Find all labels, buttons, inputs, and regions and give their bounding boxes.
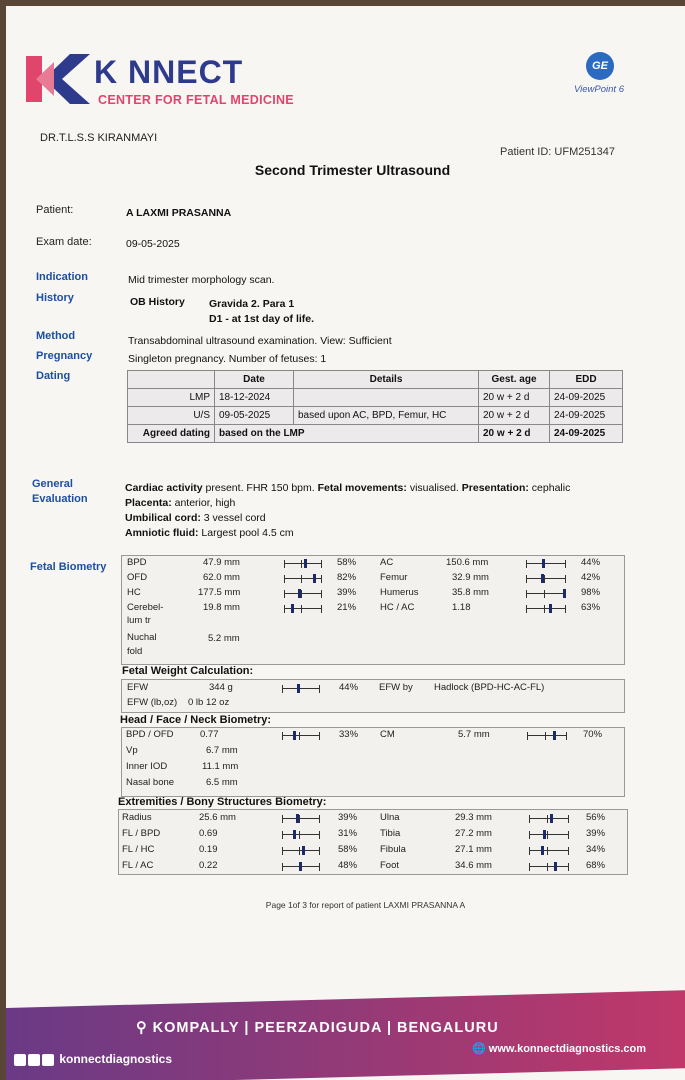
efw-by-label: EFW by xyxy=(379,682,413,693)
biometry-percentile: 98% xyxy=(581,587,601,598)
head-percentile: 33% xyxy=(339,729,359,740)
biometry-name: Humerus xyxy=(380,587,419,598)
extremity-percentile: 39% xyxy=(586,828,606,839)
extremity-name: FL / HC xyxy=(122,844,155,855)
percentile-gauge xyxy=(526,590,566,598)
extremities-section-title: Extremities / Bony Structures Biometry: xyxy=(118,796,327,808)
location-pin-icon: ⚲ xyxy=(136,1020,153,1036)
extremity-percentile: 48% xyxy=(338,860,358,871)
extremity-name: FL / BPD xyxy=(122,828,161,839)
dating-ga: 20 w + 2 d xyxy=(479,425,550,443)
percentile-gauge xyxy=(527,732,567,740)
extremity-value: 34.6 mm xyxy=(455,860,492,871)
percentile-gauge xyxy=(282,815,320,823)
extremity-percentile: 34% xyxy=(586,844,606,855)
placenta-value: anterior, high xyxy=(174,497,236,509)
head-section-title: Head / Face / Neck Biometry: xyxy=(120,714,272,726)
ob-history-label: OB History xyxy=(130,296,185,308)
efw-percentile: 44% xyxy=(339,682,359,693)
biometry-name: BPD xyxy=(127,557,147,568)
footer-website[interactable] xyxy=(472,1042,646,1055)
pregnancy-value: Singleton pregnancy. Number of fetuses: 1 xyxy=(128,353,327,365)
biometry-value: 177.5 mm xyxy=(198,587,241,598)
head-name: CM xyxy=(380,729,395,740)
movements-label: Fetal movements: xyxy=(317,482,407,494)
head-value: 0.77 xyxy=(200,729,219,740)
dating-details: based upon AC, BPD, Femur, HC xyxy=(294,407,479,425)
extremity-percentile: 56% xyxy=(586,812,606,823)
method-value: Transabdominal ultrasound examination. View: Sufficient xyxy=(128,335,392,347)
ob-history-line2: D1 - at 1st day of life. xyxy=(209,313,315,325)
fetal-biometry-label: Fetal Biometry xyxy=(30,561,107,573)
patient-label: Patient: xyxy=(36,204,74,216)
head-value: 11.1 mm xyxy=(202,761,239,772)
facebook-icon xyxy=(14,1054,26,1066)
dating-edd: 24-09-2025 xyxy=(550,425,623,443)
ge-logo-icon: GE xyxy=(586,52,614,80)
dating-type: LMP xyxy=(128,389,215,407)
cardiac-value: present. FHR 150 bpm. xyxy=(205,482,315,494)
table-header-row xyxy=(128,371,623,389)
head-value: 6.5 mm xyxy=(206,777,238,788)
efw-value: 344 g xyxy=(209,682,233,693)
movements-value: visualised. xyxy=(409,482,459,494)
extremity-value: 0.19 xyxy=(199,844,218,855)
extremity-percentile: 58% xyxy=(338,844,358,855)
exam-date-label: Exam date: xyxy=(36,236,92,248)
head-name: Vp xyxy=(126,745,138,756)
extremity-value: 25.6 mm xyxy=(199,812,236,823)
percentile-gauge xyxy=(284,560,322,568)
biometry-name-cont: fold xyxy=(127,646,143,657)
patient-name: A LAXMI PRASANNA xyxy=(126,207,232,219)
head-name: Nasal bone xyxy=(126,777,175,788)
dating-details xyxy=(294,389,479,407)
percentile-gauge xyxy=(282,847,320,855)
presentation-value: cephalic xyxy=(531,482,571,494)
efw-lboz-label: EFW (lb,oz) xyxy=(127,697,178,708)
indication-label: Indication xyxy=(36,271,88,283)
biometry-percentile: 58% xyxy=(337,557,357,568)
footer-locations xyxy=(136,1020,499,1036)
biometry-name: HC / AC xyxy=(380,602,415,613)
website-text: www.konnectdiagnostics.com xyxy=(488,1043,647,1055)
table-header: Details xyxy=(294,371,479,389)
dating-label: Dating xyxy=(36,370,71,382)
biometry-value: 32.9 mm xyxy=(452,572,489,583)
exam-date: 09-05-2025 xyxy=(126,238,180,250)
biometry-name: OFD xyxy=(127,572,148,583)
dating-edd: 24-09-2025 xyxy=(550,407,623,425)
biometry-percentile: 39% xyxy=(337,587,357,598)
efw-label: EFW xyxy=(127,682,149,693)
biometry-percentile: 82% xyxy=(337,572,357,583)
extremity-value: 29.3 mm xyxy=(455,812,492,823)
percentile-gauge xyxy=(282,685,320,693)
table-header: Gest. age xyxy=(479,371,550,389)
extremity-value: 0.69 xyxy=(199,828,218,839)
social-handle: konnectdiagnostics xyxy=(59,1052,173,1066)
pregnancy-label: Pregnancy xyxy=(36,350,93,362)
extremity-name: Ulna xyxy=(380,812,400,823)
head-name: Inner IOD xyxy=(126,761,168,772)
extremity-value: 0.22 xyxy=(199,860,218,871)
biometry-value: 47.9 mm xyxy=(203,557,240,568)
konnect-logo-icon xyxy=(22,50,92,108)
extremity-value: 27.1 mm xyxy=(455,844,492,855)
percentile-gauge xyxy=(282,732,320,740)
dating-ga: 20 w + 2 d xyxy=(479,407,550,425)
brand-subtitle: CENTER FOR FETAL MEDICINE xyxy=(98,93,294,107)
history-label: History xyxy=(36,292,74,304)
cardiac-label: Cardiac activity xyxy=(125,482,203,494)
globe-icon: 🌐 xyxy=(472,1043,489,1055)
general-label: General xyxy=(32,478,73,490)
efw-lboz-value: 0 lb 12 oz xyxy=(188,697,230,708)
twitter-icon xyxy=(28,1054,40,1066)
patient-id: Patient ID: UFM251347 xyxy=(500,146,615,158)
dating-table xyxy=(127,370,623,443)
extremity-percentile: 68% xyxy=(586,860,606,871)
method-label: Method xyxy=(36,330,76,342)
percentile-gauge xyxy=(529,847,569,855)
doctor-name: DR.T.L.S.S KIRANMAYI xyxy=(40,132,158,144)
dating-ga: 20 w + 2 d xyxy=(479,389,550,407)
page-footer: Page 1of 3 for report of patient LAXMI PRASANNA A xyxy=(265,900,466,910)
biometry-name: Femur xyxy=(380,572,408,583)
extremity-name: Tibia xyxy=(380,828,401,839)
extremity-name: FL / AC xyxy=(122,860,154,871)
biometry-name: HC xyxy=(127,587,141,598)
biometry-name-cont: lum tr xyxy=(127,615,151,626)
dating-date: based on the LMP xyxy=(215,425,479,443)
page-title: Second Trimester Ultrasound xyxy=(254,162,451,178)
percentile-gauge xyxy=(282,863,320,871)
extremity-name: Fibula xyxy=(380,844,406,855)
device-name: ViewPoint 6 xyxy=(574,84,624,95)
head-value: 6.7 mm xyxy=(206,745,238,756)
table-header xyxy=(128,371,215,389)
biometry-value: 5.2 mm xyxy=(208,633,240,644)
cord-value: 3 vessel cord xyxy=(203,512,266,524)
head-percentile: 70% xyxy=(583,729,603,740)
percentile-gauge xyxy=(529,863,569,871)
biometry-value: 62.0 mm xyxy=(203,572,240,583)
percentile-gauge xyxy=(284,575,322,583)
biometry-name: AC xyxy=(380,557,394,568)
ob-history-line1: Gravida 2. Para 1 xyxy=(209,298,295,310)
weight-section-title: Fetal Weight Calculation: xyxy=(122,665,254,677)
biometry-percentile: 63% xyxy=(581,602,601,613)
indication-value: Mid trimester morphology scan. xyxy=(128,274,275,286)
percentile-gauge xyxy=(529,831,569,839)
dating-type: Agreed dating xyxy=(128,425,215,443)
percentile-gauge xyxy=(529,815,569,823)
biometry-percentile: 42% xyxy=(581,572,601,583)
fluid-value: Largest pool 4.5 cm xyxy=(201,527,294,539)
biometry-value: 1.18 xyxy=(452,602,471,613)
dating-type: U/S xyxy=(128,407,215,425)
extremity-name: Foot xyxy=(380,860,400,871)
extremity-percentile: 31% xyxy=(338,828,358,839)
placenta-label: Placenta: xyxy=(125,497,172,509)
table-header: EDD xyxy=(550,371,623,389)
extremity-percentile: 39% xyxy=(338,812,358,823)
biometry-name: Nuchal xyxy=(127,632,157,643)
head-value: 5.7 mm xyxy=(458,729,490,740)
biometry-value: 35.8 mm xyxy=(452,587,489,598)
biometry-percentile: 21% xyxy=(337,602,357,613)
dating-date: 18-12-2024 xyxy=(215,389,294,407)
fluid-label: Amniotic fluid: xyxy=(125,527,199,539)
percentile-gauge xyxy=(284,605,322,613)
biometry-value: 19.8 mm xyxy=(203,602,240,613)
table-row xyxy=(128,389,623,407)
biometry-percentile: 44% xyxy=(581,557,601,568)
brand-name: K NNECT xyxy=(94,54,244,90)
percentile-gauge xyxy=(284,590,322,598)
report-page xyxy=(6,6,685,1080)
table-row xyxy=(128,425,623,443)
footer-locations-text: KOMPALLY | PEERZADIGUDA | BENGALURU xyxy=(152,1020,499,1036)
percentile-gauge xyxy=(526,575,566,583)
evaluation-label: Evaluation xyxy=(32,493,88,505)
dating-date: 09-05-2025 xyxy=(215,407,294,425)
dating-edd: 24-09-2025 xyxy=(550,389,623,407)
biometry-name: Cerebel- xyxy=(127,602,164,613)
general-evaluation xyxy=(125,481,595,541)
presentation-label: Presentation: xyxy=(461,482,529,494)
footer-social[interactable] xyxy=(14,1052,172,1066)
extremity-value: 27.2 mm xyxy=(455,828,492,839)
table-row xyxy=(128,407,623,425)
cord-label: Umbilical cord: xyxy=(125,512,201,524)
efw-by-value: Hadlock (BPD-HC-AC-FL) xyxy=(434,682,545,693)
percentile-gauge xyxy=(526,560,566,568)
percentile-gauge xyxy=(282,831,320,839)
percentile-gauge xyxy=(526,605,566,613)
instagram-icon xyxy=(42,1054,54,1066)
table-header: Date xyxy=(215,371,294,389)
extremity-name: Radius xyxy=(122,812,152,823)
biometry-value: 150.6 mm xyxy=(446,557,489,568)
head-name: BPD / OFD xyxy=(126,729,174,740)
